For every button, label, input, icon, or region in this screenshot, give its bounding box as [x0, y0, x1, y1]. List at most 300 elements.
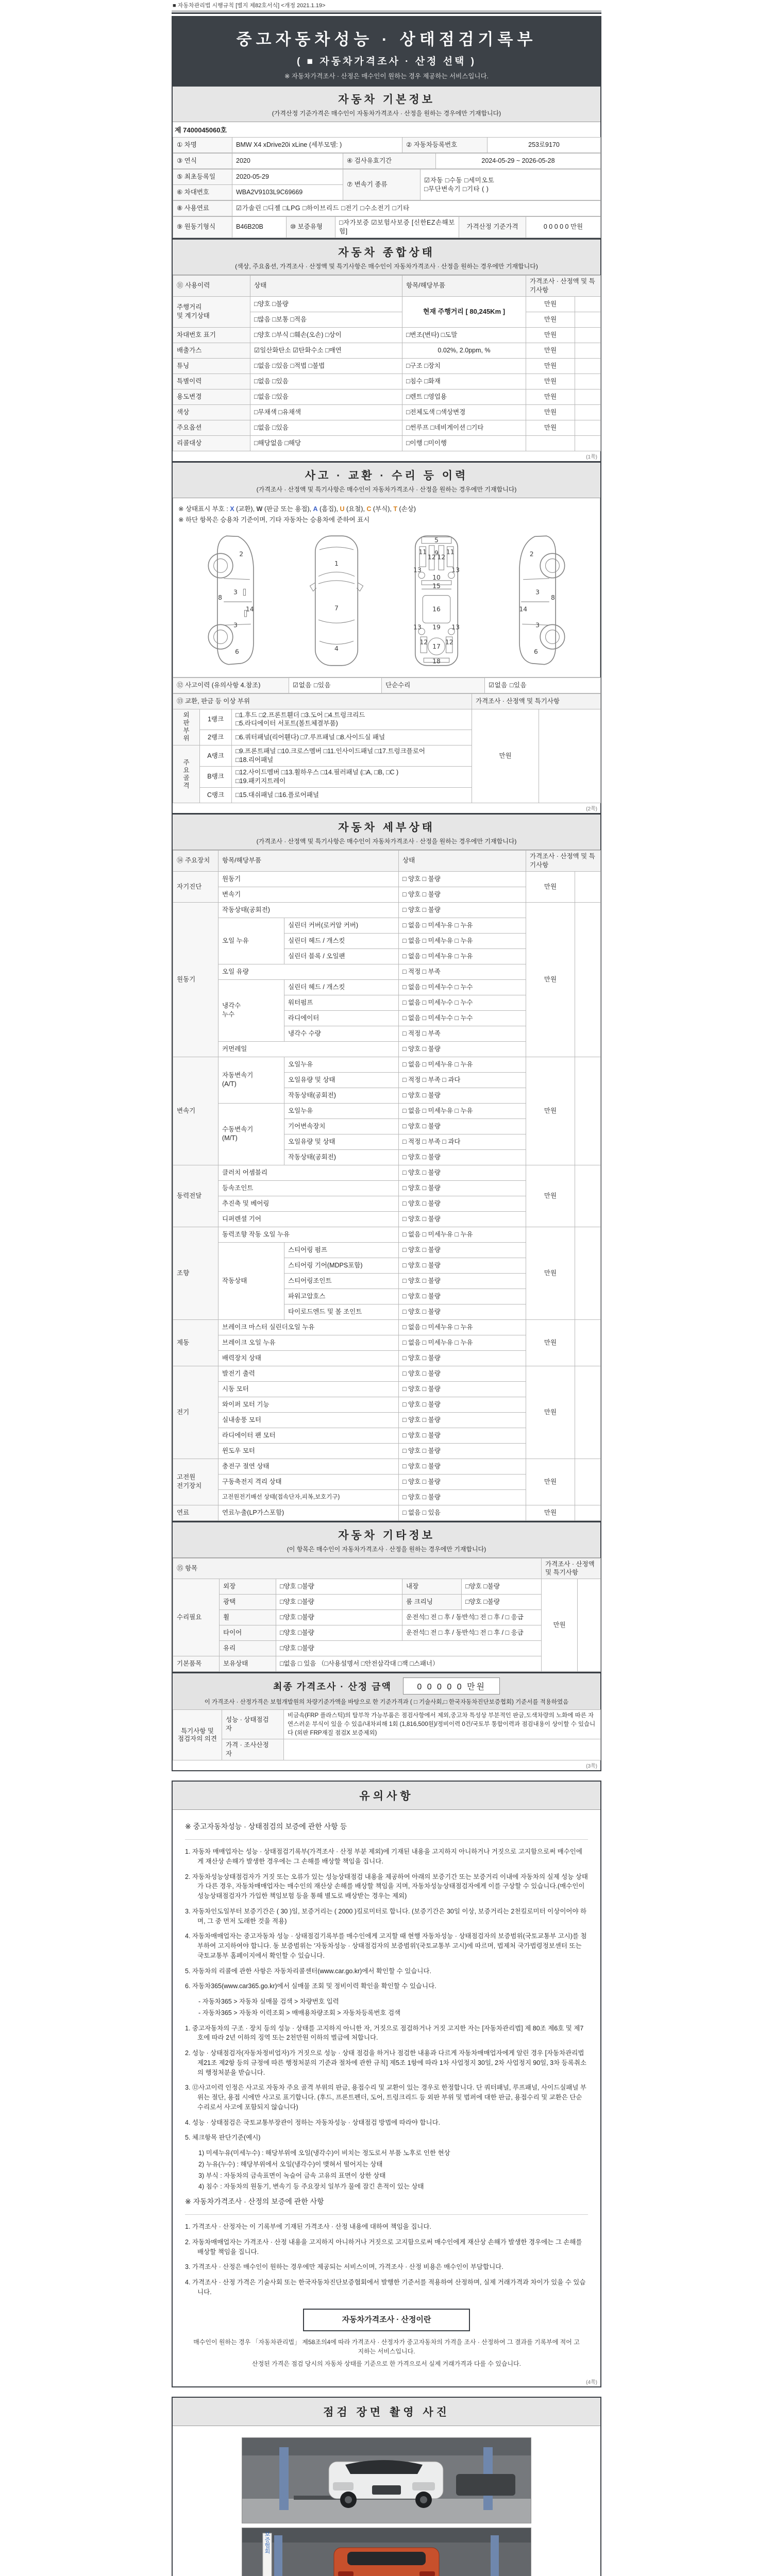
checkbox-group-cell[interactable]: □9.프론트패널 □10.크로스멤버 □11.인사이드패널 □17.트렁크플로어 □18.리어패널	[232, 745, 472, 767]
form-cell	[575, 902, 601, 1057]
form-cell: 만원	[526, 327, 575, 343]
table-row	[173, 1610, 601, 1625]
form-cell	[575, 1319, 601, 1366]
diagram-part-number: 13	[413, 566, 422, 573]
notice-sub: 2) 누유(누수) : 해당부위에서 오일(냉각수)이 맺혀서 떨어지는 상태	[198, 2160, 383, 2168]
diagram-part-number: 15	[432, 582, 441, 589]
form-cell: 주행거리 및 계기상태	[173, 296, 250, 327]
form-cell: ⑨ 원동기형식	[173, 217, 232, 238]
form-reference: ■ 자동차관리법 시행규칙 [별지 제82호서식] <개정 2021.1.19>	[173, 3, 326, 9]
car-diagram-underbody	[397, 532, 476, 670]
form-cell: 와이퍼 모터 기능	[219, 1397, 399, 1412]
form-cell: 고전원전기배선 상태(접속단자,피복,보호기구)	[219, 1489, 399, 1505]
form-cell	[575, 343, 601, 358]
checkbox-group-cell[interactable]: □구조 □장치	[402, 358, 526, 374]
form-cell: 차대번호 표기	[173, 327, 250, 343]
checkbox-group-cell[interactable]: □ 양호 □ 불량	[399, 1412, 526, 1428]
form-cell: 특별이력	[173, 374, 250, 389]
section-detail-title: 자동차 세부상태	[338, 821, 435, 834]
diagram-part-number: 3	[233, 588, 238, 596]
form-cell: 자기진단	[173, 871, 219, 902]
form-cell	[575, 435, 601, 451]
form-cell: 만원	[526, 312, 575, 327]
checkbox-group-cell[interactable]: □ 없음 □ 미세누유 □ 누유	[399, 1057, 526, 1072]
form-cell: 0.02%, 2.0ppm, %	[402, 343, 526, 358]
table-row	[173, 1165, 601, 1180]
diagram-part-number: 4	[334, 645, 339, 652]
checkbox-group-cell[interactable]: □양호 □불량	[250, 296, 402, 312]
page-marker-2: (2쪽)	[173, 803, 600, 813]
section-basic-subtitle: (가격산정 기준가격은 매수인이 자동차가격조사 · 산정을 원하는 경우에만 기재합니다)	[272, 110, 501, 117]
checkbox-group-cell[interactable]: □렌트 □영업용	[402, 389, 526, 404]
checkbox-group-cell[interactable]: □ 양호 □ 불량	[399, 1242, 526, 1258]
damage-code-W: W	[256, 505, 263, 513]
table-row	[173, 343, 601, 358]
form-cell: ④ 검사유효기간	[343, 154, 436, 169]
top-rule	[172, 11, 601, 14]
checkbox-group-cell[interactable]: □ 양호 □ 불량	[399, 1118, 526, 1134]
form-cell: 만원	[526, 1459, 575, 1505]
section-detail-subtitle: (가격조사 · 산정액 및 특기사항은 매수인이 자동차가격조사 · 산정을 원하는 경우에만 기재합니다)	[256, 837, 517, 845]
checkbox-group-cell[interactable]: □썬루프 □네비게이션 □기타	[402, 420, 526, 435]
diagram-part-number: 19	[432, 623, 441, 631]
form-cell: 만원	[526, 358, 575, 374]
table-row	[173, 275, 601, 296]
form-cell: 고전원 전기장치	[173, 1459, 219, 1505]
document-number: 제 7400045060호	[173, 122, 600, 137]
column-header: 항목/해당부품	[402, 275, 526, 296]
checkbox-group-cell[interactable]: □이행 □미이행	[402, 435, 526, 451]
form-cell: 2024-05-29 ~ 2026-05-28	[436, 154, 601, 169]
table-row	[173, 850, 601, 871]
checkbox-group-cell[interactable]: □없음 □있음	[250, 420, 402, 435]
checkbox-group-cell[interactable]: □ 적정 □ 부족	[399, 1026, 526, 1041]
checkbox-group-cell[interactable]: □없음 □있음 □적법 □불법	[250, 358, 402, 374]
checkbox-group-cell[interactable]: □12.사이드멤버 □13.휠하우스 □14.필러패널 (□A, □B, □C ) □19.패키지트레이	[232, 767, 472, 788]
checkbox-group-cell[interactable]: ☑가솔린 □디젤 □LPG □하이브리드 □전기 □수소전기 □기타	[232, 201, 601, 216]
diagram-part-number: 9	[434, 549, 439, 556]
diagram-part-number: 14	[245, 605, 254, 613]
table-row	[173, 1558, 601, 1579]
notice-item: 2. 자동차성능상태점검자가 거짓 또는 오류가 있는 성능상태점검 내용을 제공하여 아래의 보증기간 또는 보증거리 이내에 자동차의 실제 성능 상태가 다른 경우, 자동차매매업자는 매수인의 재산상 손해를 배상할 책임을 지며, 자동차성능상태점검자에게 이를 구상할 수 있습니다.(매수인이 성능상태점검자가 가입한 책임보험 등을 통해 별도로 배상받는 경우는 제외)	[185, 1873, 588, 1900]
form-cell: 만원	[526, 343, 575, 358]
form-cell	[575, 871, 601, 902]
form-cell: WBA2V9103L9C69669	[232, 185, 343, 200]
checkbox-group-cell[interactable]: □ 없음 □ 미세누유 □ 누유	[399, 1103, 526, 1118]
form-cell: 광택	[220, 1595, 276, 1610]
form-cell: 만원	[526, 296, 575, 312]
form-cell: 워터펌프	[284, 995, 399, 1010]
form-cell: 2랭크	[200, 730, 232, 745]
table-row	[173, 902, 601, 918]
notice-item: 4. 자동차매매업자는 중고자동차 성능 · 상태점검기록부를 매수인에게 고지할 때 현행 자동차성능 · 상태점검자의 보증범위(국토교통부 고시)를 첨부하여 고지하여야 합니다. 동 보증범위는 '자동차성능 · 상태점검자의 보증범위'(국토교통부 고시)에 따르며, 법제처 국가법령정보센터 또는 국토교통부 홈페이지에서 확인할 수 있습니다.	[185, 1933, 587, 1959]
checkbox-group-cell[interactable]: □많음 □보통 □적음	[250, 312, 402, 327]
form-cell: 수리필요	[173, 1579, 220, 1656]
checkbox-group-cell[interactable]: □ 양호 □ 불량	[399, 1088, 526, 1103]
notice-item: 3. 가격조사 · 산정은 매수인이 원하는 경우에만 제공되는 서비스이며, 가격조사 · 산정 비용은 매수인이 부담합니다.	[185, 2263, 503, 2271]
form-cell: ⑦ 변속기 종류	[343, 170, 421, 200]
form-cell: 내장	[402, 1579, 462, 1595]
form-cell: 만원	[526, 1366, 575, 1459]
table-row	[173, 420, 601, 435]
checkbox-group-cell[interactable]: □ 양호 □ 불량	[399, 1304, 526, 1319]
form-cell: 배출가스	[173, 343, 250, 358]
table-row	[173, 1625, 601, 1641]
checkbox-group-cell[interactable]: □침수 □화재	[402, 374, 526, 389]
section-summary-title: 자동차 종합상태	[338, 246, 435, 259]
form-cell	[575, 1165, 601, 1227]
table-row	[173, 1505, 601, 1520]
checkbox-group-cell[interactable]: □ 없음 □ 미세누수 □ 누수	[399, 979, 526, 995]
checkbox-group-cell[interactable]: □전체도색 □색상변경	[402, 404, 526, 420]
page-title: 중고자동차성능 · 상태점검기록부	[236, 30, 537, 48]
checkbox-group-cell[interactable]: □양호 □불량	[276, 1625, 402, 1641]
form-cell: 실린더 블록 / 오일팬	[284, 948, 399, 964]
form-cell: 비금속(FRP 플라스틱)의 탈부착 가능부품은 점검사항에서 제외,중고차 특성상 부분적인 판금,도색차량의 노화에 따른 자연스러운 부식이 있을 수 있음/내차피해 1회 (1,816,500원)/정비이력 0건/국토부 통합이력과 점검내용이 상이할 수 있습니다 (외판 FRP재질 점검X 보증제외)	[284, 1710, 601, 1739]
photo-block	[172, 2397, 601, 2576]
form-cell: 만원	[526, 1057, 575, 1165]
form-cell	[578, 1579, 601, 1672]
form-cell: 튜닝	[173, 358, 250, 374]
form-cell: 만원	[526, 389, 575, 404]
form-cell: ① 차명	[173, 138, 232, 153]
checkbox-group-cell[interactable]: □없음 □ 있음 （□사용설명서 □안전삼각대 □잭 □스패너）	[276, 1656, 542, 1672]
column-header: ⑬ 교환, 판금 등 이상 부위	[173, 693, 472, 709]
form-cell: 브레이크 마스터 실린더오일 누유	[219, 1319, 399, 1335]
checkbox-group-cell[interactable]: □양호 □불량	[276, 1595, 402, 1610]
form-cell	[539, 709, 601, 803]
checkbox-group-cell[interactable]: □ 양호 □ 불량	[399, 1149, 526, 1165]
form-cell: 연료누출(LP가스포함)	[219, 1505, 399, 1520]
form-cell: ② 자동차등록번호	[402, 138, 488, 153]
form-cell: 성능 · 상태점검 자	[222, 1710, 284, 1739]
car-diagram-top	[297, 532, 376, 670]
lift-banner-text: 보증협회	[264, 2531, 270, 2554]
column-header: 가격조사 · 산정액 및 특기사항	[472, 693, 601, 709]
checkbox-group-cell[interactable]: ☑일산화탄소 ☑탄화수소 □매연	[250, 343, 402, 358]
inspection-record-document	[172, 0, 601, 2576]
basic-info-table-2	[173, 153, 600, 169]
checkbox-group-cell[interactable]: □ 양호 □ 불량	[399, 1258, 526, 1273]
form-cell: BMW X4 xDrive20i xLine (세부모델: )	[232, 138, 402, 153]
final-price-bar	[173, 1672, 600, 1709]
checkbox-group-cell[interactable]: □ 양호 □ 불량	[399, 1180, 526, 1196]
form-cell: 기어변속장치	[284, 1118, 399, 1134]
form-cell: 발전기 출력	[219, 1366, 399, 1381]
checkbox-group-cell[interactable]: ☑없음 □있음	[289, 677, 382, 693]
table-row	[173, 1319, 601, 1335]
checkbox-group-cell[interactable]: ☑없음 □있음	[485, 677, 601, 693]
diagram-part-number: 16	[432, 605, 441, 613]
form-cell: 기본품목	[173, 1656, 220, 1672]
form-cell: 만원	[526, 1227, 575, 1319]
form-cell	[575, 420, 601, 435]
form-cell	[526, 435, 575, 451]
form-cell: 제동	[173, 1319, 219, 1366]
notice-head: ※ 자동차가격조사 · 산정의 보증에 관한 사항	[185, 2193, 588, 2215]
final-price-label: 최종 가격조사 · 산정 금액	[273, 1681, 392, 1692]
checkbox-group-cell[interactable]: □ 적정 □ 부족	[399, 964, 526, 979]
diagram-part-number: 7	[334, 604, 339, 612]
form-cell	[575, 312, 601, 327]
checkbox-group-cell[interactable]: □ 양호 □ 불량	[399, 902, 526, 918]
form-cell: 외 판 부 위	[173, 709, 200, 745]
form-cell: 특기사항 및 점검자의 의견	[173, 1710, 222, 1760]
form-cell: 커먼레일	[219, 1041, 399, 1057]
checkbox-group-cell[interactable]: □ 양호 □ 불량	[399, 1211, 526, 1227]
form-cell	[575, 1227, 601, 1319]
section-history-subtitle: (가격조사 · 산정액 및 특기사항은 매수인이 자동차가격조사 · 산정을 원하는 경우에만 기재합니다)	[256, 485, 517, 493]
inspector-opinion-table	[173, 1709, 600, 1760]
form-cell	[575, 1057, 601, 1165]
checkbox-group-cell[interactable]: □ 양호 □ 불량	[399, 871, 526, 887]
diagram-part-number: 17	[432, 642, 441, 650]
inspection-photo-rear	[242, 2528, 531, 2576]
notice-item: 3. 자동차인도일부터 보증기간은 ( 30 )일, 보증거리는 ( 2000 )킬로미터로 합니다. (보증기간은 30일 이상, 보증거리는 2천킬로미터 이상이어야 하며, 그 중 먼저 도래한 것을 적용)	[185, 1907, 587, 1925]
final-price-note[interactable]: 이 가격조사 · 산정가격은 보험개발원의 차량기준가액을 바탕으로 한 기준가격과 ( □ 기술사회,□ 한국자동차진단보증협회) 기준서를 적용하였음	[204, 1699, 569, 1706]
form-cell: 가격산정 기준가격	[459, 217, 526, 238]
form-cell: 룸 크리닝	[402, 1595, 462, 1610]
page-marker-3: (3쪽)	[173, 1760, 600, 1770]
form-cell: 클러치 어셈블리	[219, 1165, 399, 1180]
page-title-note: ※ 자동차가격조사 · 산정은 매수인이 원하는 경우 제공하는 서비스입니다.	[284, 73, 489, 80]
notice-sub: 1) 미세누유(미세누수) : 해당부위에 오일(냉각수)이 비치는 정도로서 부품 노후로 인한 현상	[198, 2149, 450, 2157]
checkbox-group-cell[interactable]: □ 없음 □ 미세누수 □ 누수	[399, 1010, 526, 1026]
diagram-part-number: 11	[446, 548, 455, 555]
column-header: 상태	[250, 275, 402, 296]
checkbox-group-cell[interactable]: □ 양호 □ 불량	[399, 1273, 526, 1289]
section-history-header	[173, 461, 600, 498]
damage-code-C: C	[366, 505, 372, 513]
form-cell: 브레이크 오일 누유	[219, 1335, 399, 1350]
form-cell: 현재 주행거리 [ 80,245Km ]	[402, 296, 526, 327]
checkbox-group-cell[interactable]: □ 양호 □ 불량	[399, 1350, 526, 1366]
form-cell: 원동기	[219, 871, 399, 887]
notice-boxline: 매수인이 원하는 경우 「자동차관리법」 제58조의4에 따라 가격조사 · 산정자가 중고자동차의 가격을 조사 · 산정하여 그 결과를 기록부에 적어 고지하는 서비스입니다.	[193, 2338, 580, 2355]
checkbox-group-cell[interactable]: ☑자동 □수동 □세미오토 □무단변속기 □기타 ( )	[421, 170, 601, 200]
checkbox-group-cell[interactable]: 운전석□ 전 □ 후 / 동반석□ 전 □ 후 / □ 응급	[402, 1625, 542, 1641]
diagram-part-number: 3	[535, 588, 540, 596]
checkbox-group-cell[interactable]: □해당없음 □해당	[250, 435, 402, 451]
form-cell: 라디에이터 팬 모터	[219, 1428, 399, 1443]
final-price-value: 0 0 0 0 0 만원	[403, 1677, 500, 1694]
section-summary-header	[173, 238, 600, 275]
checkbox-group-cell[interactable]: □ 없음 □ 미세누유 □ 누유	[399, 948, 526, 964]
checkbox-group-cell[interactable]: □없음 □있음	[250, 389, 402, 404]
column-header: 항목/해당부품	[219, 850, 399, 871]
checkbox-group-cell[interactable]: □양호 □불량	[276, 1641, 542, 1656]
table-row	[173, 1595, 601, 1610]
basic-info-table-3	[173, 169, 600, 200]
checkbox-group-cell[interactable]: □ 양호 □ 불량	[399, 1443, 526, 1459]
notice-item: 3. ⑫사고이력 인정은 사고로 자동차 주요 골격 부위의 판금, 용접수리 및 교환이 있는 경우로 한정합니다. 단 쿼터패널, 루프패널, 사이드실패널 부위는 절단, 용접 시에만 사고로 표기합니다. (후드, 프론트펜더, 도어, 트렁크리드 등 외판 부위 및 범퍼에 대한 판금, 용접수리 및 교환은 단순수리로서 사고에 포함되지 않습니다)	[185, 2084, 587, 2111]
section-other-title: 자동차 기타정보	[338, 1529, 435, 1541]
form-cell: ⑥ 차대번호	[173, 185, 232, 200]
form-cell: 디퍼렌셜 기어	[219, 1211, 399, 1227]
checkbox-group-cell[interactable]: □ 양호 □ 불량	[399, 1397, 526, 1412]
page-subtitle: ( ■ 자동차가격조사 · 산정 선택 )	[296, 56, 477, 67]
form-cell: 리콜대상	[173, 435, 250, 451]
form-cell: 주 요 골 격	[173, 745, 200, 803]
notice-body	[173, 1810, 600, 2377]
notice-head: ※ 중고자동차성능 · 상태점검의 보증에 관한 사항 등	[185, 1818, 588, 1840]
checkbox-group-cell[interactable]: □ 없음 □ 미세누유 □ 누유	[399, 933, 526, 948]
form-cell: 윈도우 모터	[219, 1443, 399, 1459]
form-cell: 냉각수 누수	[219, 979, 284, 1041]
checkbox-group-cell[interactable]: □ 양호 □ 불량	[399, 1366, 526, 1381]
section-other-header	[173, 1521, 600, 1558]
form-cell: 색상	[173, 404, 250, 420]
form-cell: 배력장치 상태	[219, 1350, 399, 1366]
form-cell: 용도변경	[173, 389, 250, 404]
checkbox-group-cell[interactable]: □ 양호 □ 불량	[399, 1474, 526, 1489]
form-cell: 타이로드엔드 및 볼 조인트	[284, 1304, 399, 1319]
checkbox-group-cell[interactable]: □변조(변타) □도말	[402, 327, 526, 343]
checkbox-group-cell[interactable]: □없음 □있음	[250, 374, 402, 389]
checkbox-group-cell[interactable]: □양호 □불량	[462, 1579, 542, 1595]
section-detail-header	[173, 813, 600, 850]
form-cell: 원동기	[173, 902, 219, 1057]
checkbox-group-cell[interactable]: □ 없음 □ 있음	[399, 1505, 526, 1520]
section-basic-header	[173, 87, 600, 122]
section-other-subtitle: (이 항목은 매수인이 자동차가격조사 · 산정을 원하는 경우에만 기재합니다)	[287, 1545, 486, 1553]
checkbox-group-cell[interactable]: □ 양호 □ 불량	[399, 1428, 526, 1443]
diagram-part-number: 13	[413, 623, 422, 631]
table-row	[173, 389, 601, 404]
checkbox-group-cell[interactable]: □ 적정 □ 부족 □ 과다	[399, 1134, 526, 1149]
checkbox-group-cell[interactable]: □ 적정 □ 부족 □ 과다	[399, 1072, 526, 1088]
form-cell: 가격 · 조사산정 자	[222, 1739, 284, 1760]
checkbox-group-cell[interactable]: □6.쿼터패널(리어휀다) □7.루프패널 □8.사이드실 패널	[232, 730, 472, 745]
form-cell: 단순수리	[382, 677, 485, 693]
column-header: 상태	[399, 850, 526, 871]
checkbox-group-cell[interactable]: □ 양호 □ 불량	[399, 887, 526, 902]
notice-item: 1. 가격조사 · 산정자는 이 기록부에 기재된 가격조사 · 산정 내용에 대하여 책임을 집니다.	[185, 2223, 431, 2231]
form-cell: 조향	[173, 1227, 219, 1319]
notice-item: 5. 자동차의 리콜에 관한 사항은 자동차리콜센터(www.car.go.kr)에서 확인할 수 있습니다.	[185, 1967, 431, 1975]
form-cell: ③ 연식	[173, 154, 232, 169]
checkbox-group-cell[interactable]: □양호 □불량	[276, 1610, 402, 1625]
form-cell: 작동상태(공회전)	[284, 1149, 399, 1165]
notice-item: 1. 자동차 매매업자는 성능 · 상태점검기록부(가격조사 · 산정 부분 제외)에 기재된 내용을 고지하지 아니하거나 거짓으로 고지함으로써 매수인에게 재산상 손해가 발생한 경우에는 그 손해를 배상할 책임을 집니다.	[185, 1848, 582, 1865]
detailed-condition-table	[173, 850, 600, 1521]
form-cell: 253로9170	[488, 138, 601, 153]
checkbox-group-cell[interactable]: □양호 □불량	[276, 1579, 402, 1595]
notice-item: 4. 성능 · 상태점검은 국토교통부장관이 정하는 자동차성능 · 상태점검 방법에 따라야 합니다.	[185, 2119, 441, 2126]
checkbox-group-cell[interactable]: □양호 □불량	[462, 1595, 542, 1610]
diagram-part-number: 12	[445, 638, 453, 646]
checkbox-group-cell[interactable]: □ 양호 □ 불량	[399, 1459, 526, 1474]
notice-block	[172, 1781, 601, 2387]
notice-sub: - 자동차365 > 자동차 이력조회 > 매매용차량조회 > 자동차등록번호 검색	[198, 2009, 401, 2016]
form-cell: A랭크	[200, 745, 232, 767]
checkbox-group-cell[interactable]: 운전석□ 전 □ 후 / 동반석□ 전 □ 후 / □ 응급	[402, 1610, 542, 1625]
form-cell: 만원	[472, 709, 539, 803]
column-header: ⑪ 사용이력	[173, 275, 250, 296]
checkbox-group-cell[interactable]: □ 없음 □ 미세누유 □ 누유	[399, 1227, 526, 1242]
table-row	[173, 1057, 601, 1072]
table-row	[173, 1579, 601, 1595]
form-cell	[575, 296, 601, 312]
notice-title: 유의사항	[173, 1782, 600, 1810]
notice-sub: 3) 부식 : 자동차의 금속표면이 녹슬어 금속 고유의 표면이 상한 상태	[198, 2172, 386, 2179]
damage-note-line: ※ 하단 항목은 승용차 기준이며, 기타 자동차는 승용차에 준하여 표시	[178, 516, 370, 523]
damage-code-legend	[173, 498, 600, 527]
diagram-part-number: 13	[451, 623, 460, 631]
checkbox-group-cell[interactable]: □ 양호 □ 불량	[399, 1165, 526, 1180]
form-cell: B46B20B	[232, 217, 287, 238]
table-row	[173, 1739, 601, 1760]
table-row	[173, 327, 601, 343]
other-info-table	[173, 1558, 600, 1672]
checkbox-group-cell[interactable]: □ 없음 □ 미세누유 □ 누유	[399, 918, 526, 933]
notice-sub: - 자동차365 > 자동차 실매물 검색 > 차량번호 입력	[198, 1998, 339, 2006]
form-cell: 작동상태(공회전)	[219, 902, 399, 918]
diagram-part-number: 6	[234, 648, 239, 655]
diagram-part-number: 8	[217, 594, 222, 601]
main-form-block	[172, 16, 601, 1771]
checkbox-group-cell[interactable]: □ 없음 □ 미세누유 □ 누유	[399, 1319, 526, 1335]
diagram-part-number: 3	[233, 621, 238, 629]
column-header: 가격조사 · 산정액 및 특기사항	[542, 1558, 601, 1579]
form-cell	[575, 327, 601, 343]
checkbox-group-cell[interactable]: □ 양호 □ 불량	[399, 1381, 526, 1397]
form-cell: 변속기	[173, 1057, 219, 1165]
form-cell: 등속조인트	[219, 1180, 399, 1196]
checkbox-group-cell[interactable]: □1.후드 □2.프론트휀더 □3.도어 □4.트렁크리드 □5.라디에이터 서포트(볼트체결부품)	[232, 709, 472, 730]
table-row	[173, 201, 601, 216]
notice-item: 6. 자동차365(www.car365.go.kr)에서 실매물 조회 및 정비이력 확인을 확인할 수 있습니다.	[185, 1982, 436, 1990]
form-cell: 0 0 0 0 0 만원	[526, 217, 601, 238]
checkbox-group-cell[interactable]: □ 없음 □ 미세누수 □ 누수	[399, 995, 526, 1010]
checkbox-group-cell[interactable]: □무채색 □유채색	[250, 404, 402, 420]
overall-condition-table	[173, 275, 600, 451]
checkbox-group-cell[interactable]: □ 양호 □ 불량	[399, 1041, 526, 1057]
checkbox-group-cell[interactable]: □ 양호 □ 불량	[399, 1489, 526, 1505]
table-row	[173, 154, 601, 169]
form-cell: 작동상태(공회전)	[284, 1088, 399, 1103]
table-row	[173, 358, 601, 374]
form-cell	[284, 1739, 601, 1760]
checkbox-group-cell[interactable]: □ 양호 □ 불량	[399, 1196, 526, 1211]
damage-code-X: X	[230, 505, 234, 513]
damage-code-U: U	[340, 505, 345, 513]
table-row	[173, 1656, 601, 1672]
form-cell: 파워고압호스	[284, 1289, 399, 1304]
photo-area	[173, 2426, 600, 2576]
notice-item: 4. 가격조사 · 산정 가격은 기술사회 또는 한국자동차진단보증협회에서 발행한 기준서를 적용하여 산정하며, 실제 거래가격과 차이가 있을 수 있습니다.	[185, 2279, 586, 2296]
form-cell: 만원	[526, 1505, 575, 1520]
checkbox-group-cell[interactable]: □ 없음 □ 미세누유 □ 누유	[399, 1335, 526, 1350]
notice-item: 2. 자동차매매업자는 가격조사 · 산정 내용을 고지하지 아니하거나 거짓으로 고지함으로써 매수인에게 재산상 손해가 발생한 경우에는 그 손해를 배상할 책임을 집니다.	[185, 2238, 582, 2256]
checkbox-group-cell[interactable]: □양호 □부식 □훼손(오손) □상이	[250, 327, 402, 343]
basic-info-table-1	[173, 137, 600, 153]
accident-history-table	[173, 677, 600, 693]
form-cell	[575, 404, 601, 420]
form-cell: 만원	[526, 1165, 575, 1227]
checkbox-group-cell[interactable]: □자가보증 ☑보험사보증 [신한EZ손해보험]	[335, 217, 459, 238]
inspection-photo-front	[242, 2437, 531, 2523]
page-marker-1: (1쪽)	[173, 451, 600, 461]
notice-boxline: 산정된 가격은 점검 당시의 자동차 상태를 기준으로 한 가격으로서 실제 거래가격과 다를 수 있습니다.	[252, 2360, 521, 2368]
form-cell	[575, 389, 601, 404]
form-cell: 주요옵션	[173, 420, 250, 435]
checkbox-group-cell[interactable]: □15.대쉬패널 □16.플로어패널	[232, 787, 472, 803]
table-row	[173, 1366, 601, 1381]
checkbox-group-cell[interactable]: □ 양호 □ 불량	[399, 1289, 526, 1304]
table-row	[173, 374, 601, 389]
page-marker-4: (4쪽)	[173, 2377, 600, 2386]
